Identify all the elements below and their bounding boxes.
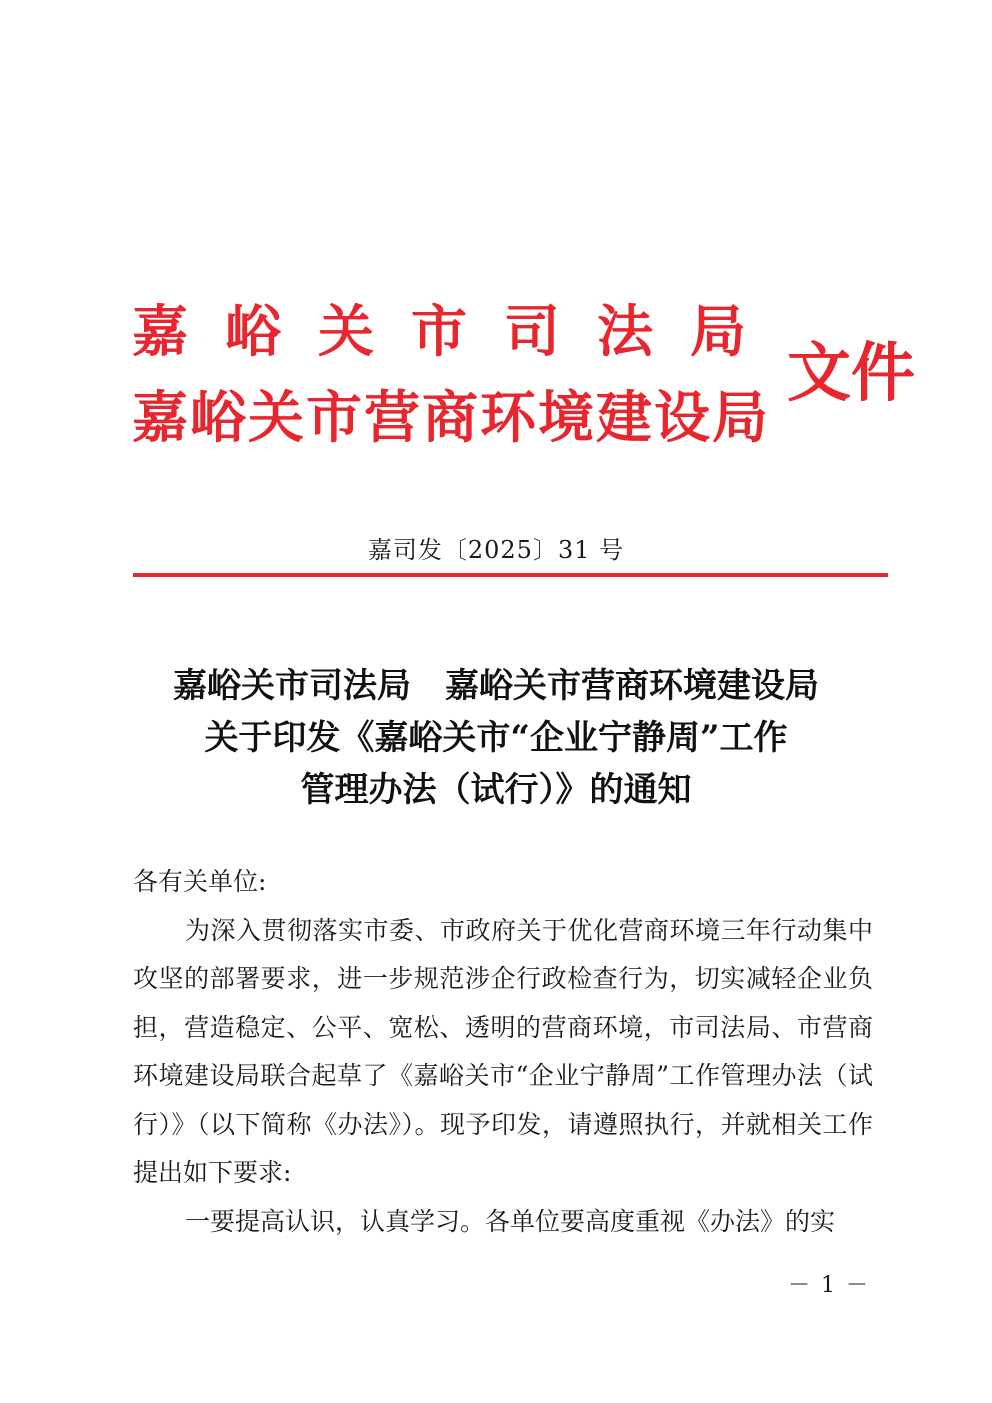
- issuing-org-1: 嘉峪关市司法局: [132, 299, 783, 365]
- salutation: 各有关单位:: [133, 867, 267, 896]
- body-paragraph: 为深入贯彻落实市委、市政府关于优化营商环境三年行动集中攻坚的部署要求，进一步规范涉企行政检查行为，切实减轻企业负担，营造稳定、公平、宽松、透明的营商环境，市司法局、市营商环境建设局联合起草了《嘉峪关市“企业宁静周”工作管理办法（试行）》（以下简称《办法》）。现予印发，请遵照执行，并就相关工作提出如下要求:: [133, 915, 873, 1187]
- document-kind-label: 文件: [787, 336, 915, 411]
- title-line-1: 嘉峪关市司法局 嘉峪关市营商环境建设局: [173, 666, 819, 706]
- page-number: － 1 －: [788, 1273, 870, 1298]
- title-line-3: 管理办法（试行）》的通知: [300, 770, 692, 810]
- title-line-2: 关于印发《嘉峪关市“企业宁静周”工作: [204, 718, 788, 758]
- document-number: 嘉司发〔2025〕31 号: [367, 536, 625, 564]
- body-paragraph: 一要提高认识，认真学习。各单位要高度重视《办法》的实: [185, 1206, 836, 1236]
- red-letterhead: [132, 290, 915, 470]
- issuing-org-2: 嘉峪关市营商环境建设局: [132, 385, 770, 451]
- document-body: [133, 858, 873, 1246]
- red-divider-line: [133, 573, 888, 577]
- document-title: [0, 660, 992, 816]
